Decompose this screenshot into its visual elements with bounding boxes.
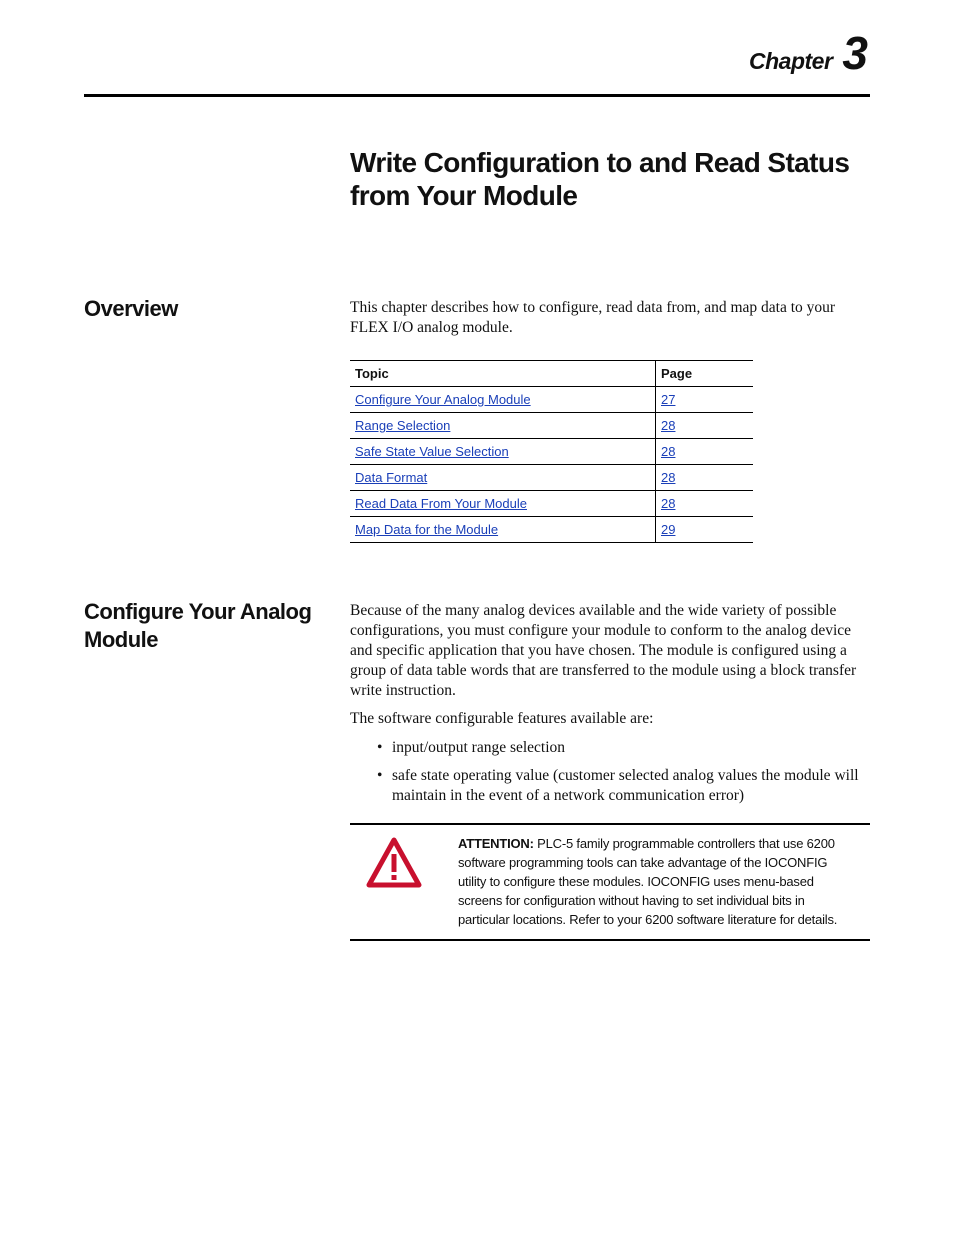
- chapter-title: Write Configuration to and Read Status from Your Module: [350, 147, 850, 211]
- topic-link-map-data[interactable]: Map Data for the Module: [355, 522, 499, 537]
- table-row: [350, 517, 753, 543]
- chapter-label: Chapter: [749, 48, 833, 74]
- page-link-data-format[interactable]: 28: [661, 470, 676, 485]
- topic-link-safe-state[interactable]: Safe State Value Selection: [355, 444, 509, 459]
- page-link-safe-state[interactable]: 28: [661, 444, 676, 459]
- table-header-row: [350, 361, 753, 387]
- topic-link-read-data[interactable]: Read Data From Your Module: [355, 496, 527, 511]
- table-row: [350, 465, 753, 491]
- list-item: [350, 766, 870, 806]
- attention-label: ATTENTION:: [458, 836, 534, 851]
- overview-intro: This chapter describes how to configure, read data from, and map data to your FLEX I/O analog module.: [350, 299, 836, 336]
- page-link-read-data[interactable]: 28: [661, 496, 676, 511]
- topic-link-range[interactable]: Range Selection: [355, 418, 451, 433]
- attention-body: PLC-5 family programmable controllers that use 6200 software programming tools can take advantage of the IOCONFIG utility to configure these modules. IOCONFIG uses menu-based screens for configuration without having to set individual bits in particular locations. Refer to your 6200 software literature for details.: [458, 836, 838, 927]
- topic-column-header: Topic: [350, 361, 656, 387]
- topic-link-configure[interactable]: Configure Your Analog Module: [355, 392, 531, 407]
- configure-paragraph-2: The software configurable features available are:: [350, 710, 654, 727]
- table-row: [350, 491, 753, 517]
- attention-box: [350, 823, 870, 941]
- page-link-configure[interactable]: 27: [661, 392, 676, 407]
- attention-text: [458, 834, 858, 929]
- chapter-number: 3: [842, 27, 868, 79]
- page-link-range[interactable]: 28: [661, 418, 676, 433]
- table-row: [350, 413, 753, 439]
- configure-paragraph-1: Because of the many analog devices available and the wide variety of possible configurations, you must configure your module to conform to the analog device and specific application that you have chosen. The module is configured using a group of data table words that are transferred to the module using a block transfer write instruction.: [350, 602, 857, 699]
- warning-triangle-icon: [366, 837, 422, 894]
- features-list: [350, 738, 870, 814]
- overview-heading: Overview: [84, 296, 178, 321]
- chapter-header: [749, 27, 868, 79]
- page-link-map-data[interactable]: 29: [661, 522, 676, 537]
- header-rule: [84, 94, 870, 97]
- bullet-glyph: •: [377, 767, 383, 784]
- bullet-glyph: •: [377, 739, 383, 756]
- table-row: [350, 387, 753, 413]
- page-column-header: Page: [656, 361, 754, 387]
- feature-text: safe state operating value (customer selected analog values the module will maintain in the event of a network communication error): [392, 767, 859, 804]
- configure-heading: Configure Your Analog Module: [84, 599, 312, 652]
- list-item: [350, 738, 870, 758]
- table-row: [350, 439, 753, 465]
- topics-table: [350, 360, 753, 543]
- feature-text: input/output range selection: [392, 739, 566, 756]
- topic-link-data-format[interactable]: Data Format: [355, 470, 428, 485]
